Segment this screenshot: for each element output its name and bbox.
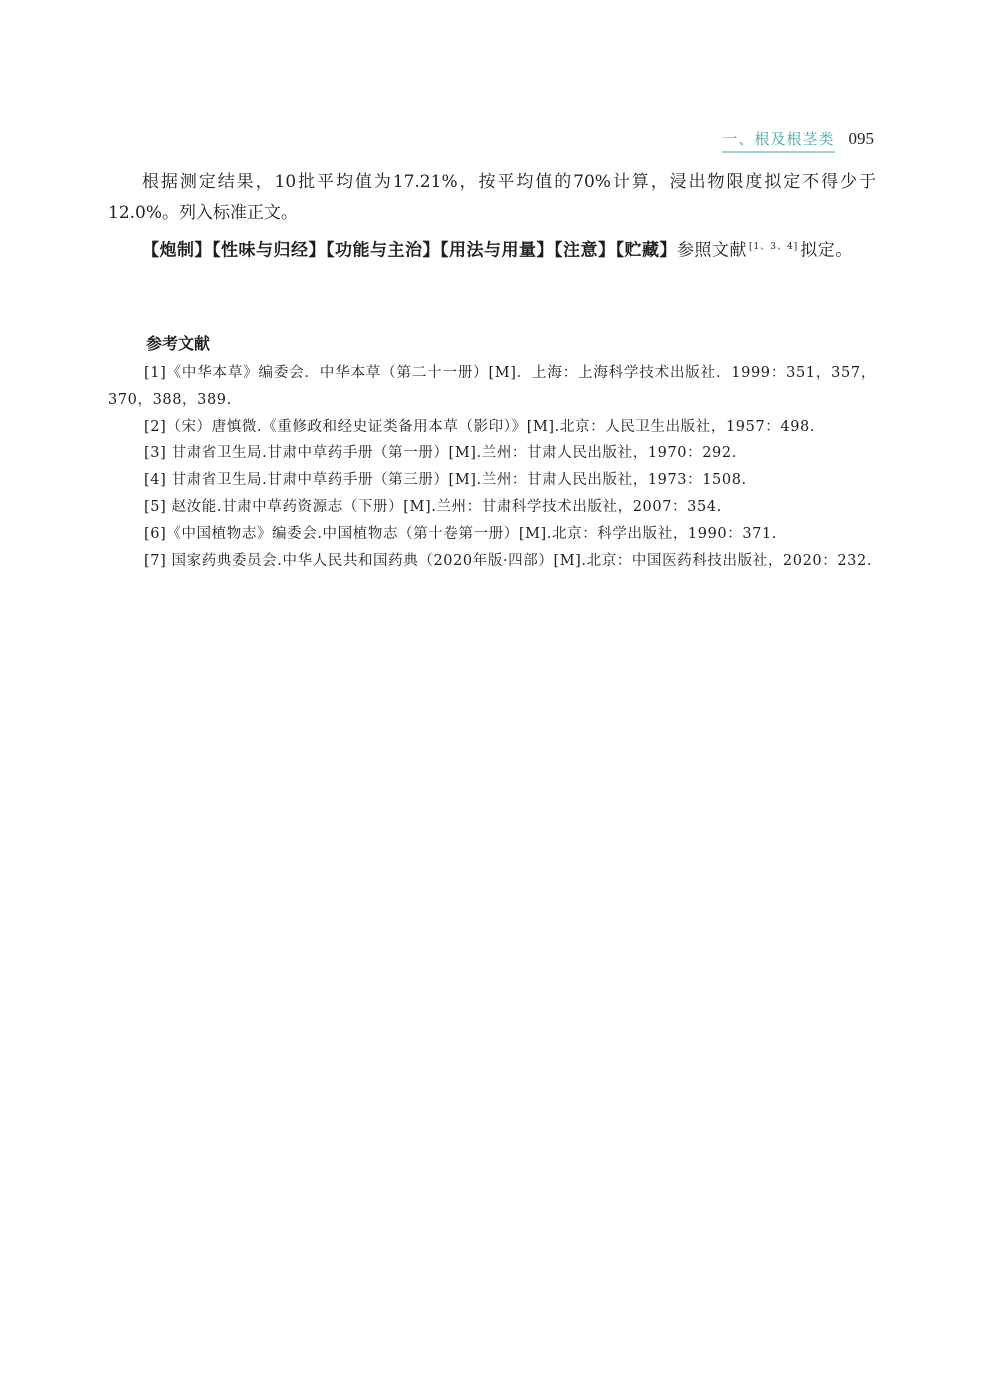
references-title: 参考文献: [146, 334, 211, 353]
reference-item: [6]《中国植物志》编委会.中国植物志（第十卷第一册）[M].北京：科学出版社，1990：371.: [144, 525, 778, 542]
reference-item: [4] 甘肃省卫生局.甘肃中草药手册（第三册）[M].兰州：甘肃人民出版社，1973：1508.: [144, 472, 747, 489]
reference-item: [2]（宋）唐慎微.《重修政和经史证类备用本草（影印）》[M].北京：人民卫生出版社，1957：498.: [144, 418, 816, 435]
chapter-title: 一、根及根茎类: [722, 128, 834, 153]
reference-item: [5] 赵汝能.甘肃中草药资源志（下册）[M].兰州：甘肃科学技术出版社，2007：354.: [144, 498, 722, 515]
paragraph-text-a: 参照文献: [677, 240, 747, 261]
paragraph-line: [108, 232, 876, 267]
citation-marker: [1、3、4]: [749, 242, 799, 252]
paragraph-extract-limit: [108, 167, 876, 229]
running-header: [722, 128, 874, 153]
paragraph-text: 根据测定结果，10批平均值为17.21%，按平均值的70%计算，浸出物限度拟定不得少于12.0%。列入标准正文。: [108, 172, 876, 223]
reference-item: [3] 甘肃省卫生局.甘肃中草药手册（第一册）[M].兰州：甘肃人民出版社，1970：292.: [144, 445, 737, 462]
paragraph-other-items: [108, 232, 876, 267]
reference-item: [7] 国家药典委员会.中华人民共和国药典（2020年版·四部）[M].北京：中国医药科技出版社，2020：232.: [144, 552, 873, 569]
page-number: 095: [848, 129, 874, 148]
paragraph-text-b: 拟定。: [800, 240, 853, 261]
section-headings: 【炮制】【性味与归经】【功能与主治】【用法与用量】【注意】【贮藏】: [142, 240, 677, 261]
reference-item: [1]《中华本草》编委会．中华本草（第二十一册）[M]．上海：上海科学技术出版社．1999：351，357，370，388，389.: [108, 365, 876, 408]
references-list: [108, 360, 876, 574]
